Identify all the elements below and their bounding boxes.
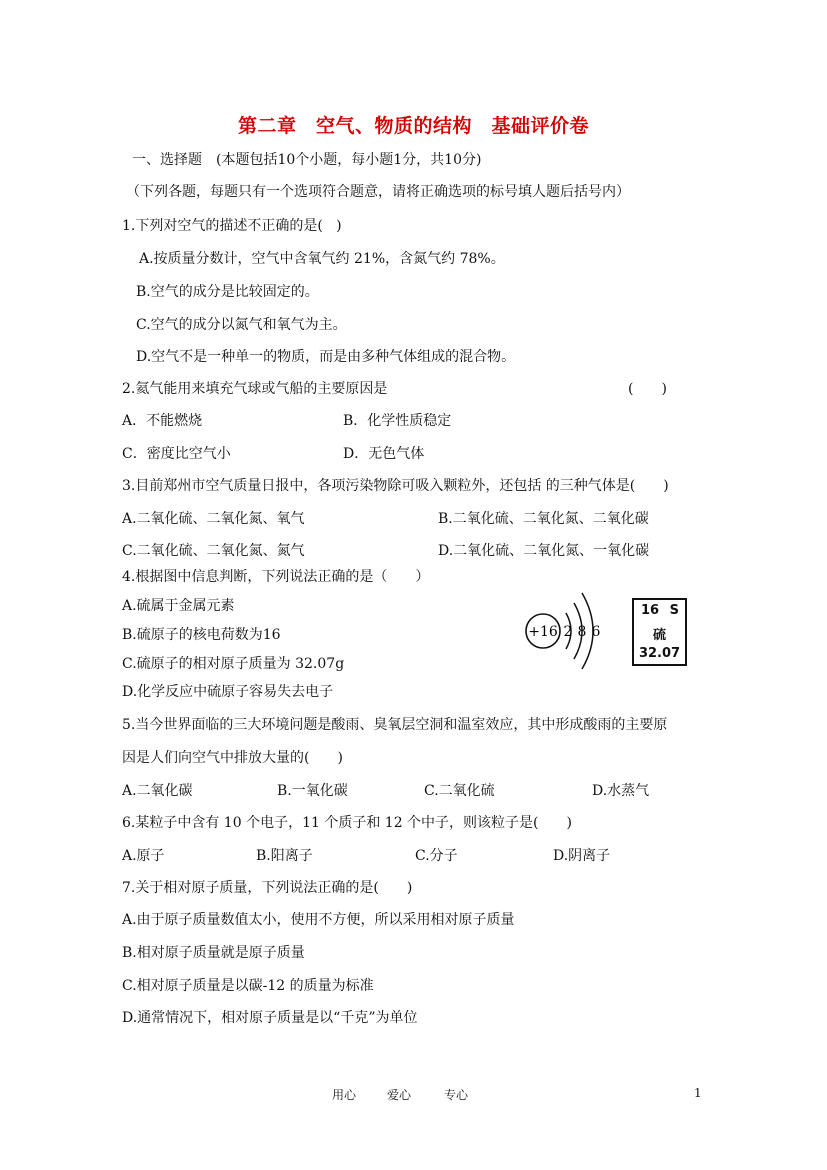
q4-option-b: B.硫原子的核电荷数为16: [122, 627, 281, 643]
element-atomic-number: 16: [641, 603, 660, 618]
q4-option-d: D.化学反应中硫原子容易失去电子: [122, 684, 334, 700]
nucleus-charge: +16: [528, 624, 558, 640]
q6-stem: 6.某粒子中含有 10 个电子，11 个质子和 12 个中子，则该粒子是( ): [122, 815, 572, 831]
q6-option-b: B.阳离子: [256, 848, 313, 864]
page-number: 1: [694, 1086, 702, 1100]
page-title: 第二章 空气、物质的结构 基础评价卷: [237, 115, 589, 137]
shell-1-count: 2: [563, 624, 573, 640]
q1-option-b: B.空气的成分是比较固定的。: [136, 284, 319, 300]
section-instruction: （下列各题，每题只有一个选项符合题意，请将正确选项的标号填人题后括号内）: [126, 184, 630, 200]
shell-3-count: 6: [591, 624, 601, 640]
element-atomic-mass: 32.07: [638, 646, 681, 661]
section-heading: 一、选择题 (本题包括10个小题，每小题1分，共10分): [132, 152, 482, 168]
q6-option-d: D.阴离子: [553, 848, 611, 864]
q4-stem: 4.根据图中信息判断，下列说法正确的是（ ）: [122, 569, 430, 585]
shell-2-count: 8: [577, 624, 587, 640]
element-name: 硫: [652, 628, 666, 643]
q5-option-d: D.水蒸气: [592, 783, 650, 799]
q7-option-a: A.由于原子质量数值太小，使用不方便，所以采用相对原子质量: [122, 912, 515, 928]
q2-option-b: B．化学性质稳定: [343, 413, 452, 429]
q3-option-a: A.二氧化硫、二氧化氮、氧气: [122, 511, 305, 527]
q1-option-a: A.按质量分数计，空气中含氧气约 21%，含氮气约 78%。: [139, 251, 505, 267]
q5-option-a: A.二氧化碳: [122, 783, 193, 799]
q1-option-d: D.空气不是一种单一的物质，而是由多种气体组成的混合物。: [136, 349, 516, 365]
q2-bracket: ( ): [628, 381, 667, 397]
q7-stem: 7.关于相对原子质量，下列说法正确的是( ): [122, 880, 413, 896]
q7-option-d: D.通常情况下，相对原子质量是以“千克”为单位: [122, 1010, 418, 1026]
q5-stem-line1: 5.当今世界面临的三大环境问题是酸雨、臭氧层空洞和温室效应，其中形成酸雨的主要原: [122, 717, 668, 733]
element-symbol: S: [669, 603, 679, 618]
q5-option-c: C.二氧化硫: [424, 783, 495, 799]
q7-option-b: B.相对原子质量就是原子质量: [122, 945, 305, 961]
atomic-structure-diagram: [518, 585, 618, 675]
periodic-element-card: [632, 598, 687, 666]
q4-option-a: A.硫属于金属元素: [122, 598, 235, 614]
q2-option-c: C．密度比空气小: [122, 446, 231, 462]
q1-stem: 1.下列对空气的描述不正确的是( ): [122, 218, 342, 234]
footer-item-2: 爱心: [387, 1088, 412, 1102]
q6-option-a: A.原子: [122, 848, 165, 864]
footer-item-3: 专心: [444, 1088, 469, 1102]
q2-option-d: D．无色气体: [343, 446, 425, 462]
q3-option-c: C.二氧化硫、二氧化氮、氮气: [122, 543, 305, 559]
footer-item-1: 用心: [332, 1088, 357, 1102]
q7-option-c: C.相对原子质量是以碳-12 的质量为标准: [122, 978, 374, 994]
q5-option-b: B.一氧化碳: [277, 783, 348, 799]
q4-option-c: C.硫原子的相对原子质量为 32.07g: [122, 656, 345, 672]
q2-stem: 2.氦气能用来填充气球或气船的主要原因是: [122, 381, 388, 397]
q1-option-c: C.空气的成分以氮气和氧气为主。: [136, 317, 347, 333]
q2-option-a: A．不能燃烧: [122, 413, 203, 429]
q3-option-d: D.二氧化硫、二氧化氮、一氧化碳: [438, 543, 650, 559]
q5-stem-line2: 因是人们向空气中排放大量的( ): [122, 750, 343, 766]
q6-option-c: C.分子: [415, 848, 458, 864]
q3-stem: 3.目前郑州市空气质量日报中，各项污染物除可吸入颗粒外，还包括 的三种气体是( ): [122, 478, 669, 494]
q3-option-b: B.二氧化硫、二氧化氮、二氧化碳: [438, 511, 649, 527]
